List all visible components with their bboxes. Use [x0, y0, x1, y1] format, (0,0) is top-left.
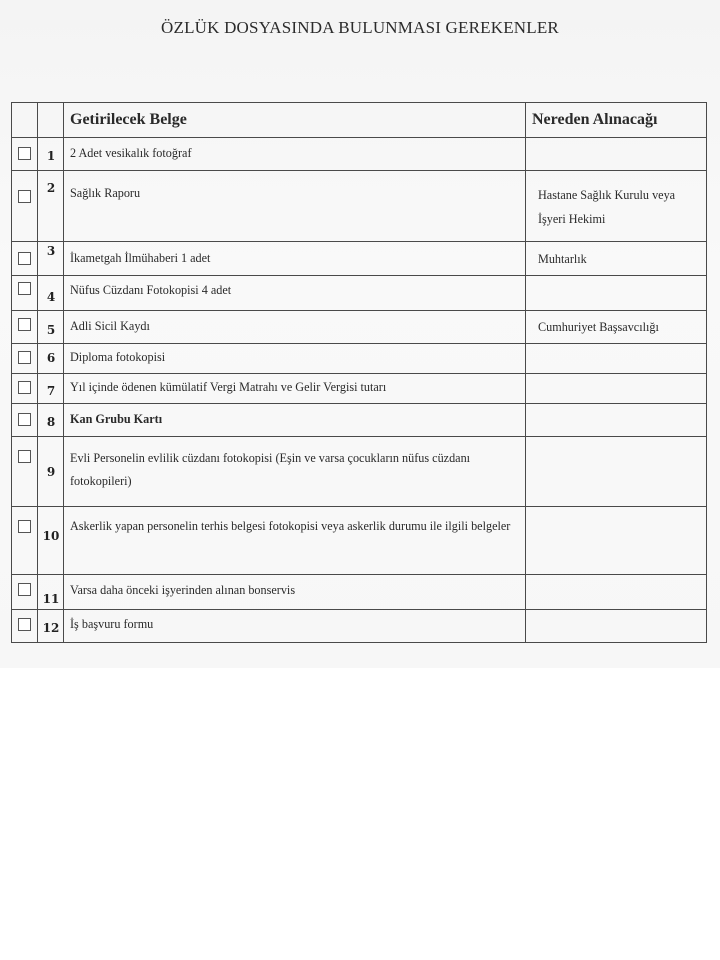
document-source: Cumhuriyet Başsavcılığı	[538, 320, 659, 334]
table-row	[12, 437, 707, 507]
document-source	[526, 374, 706, 378]
document-name: Evli Personelin evlilik cüzdanı fotokopisi (Eşin ve varsa çocukların nüfus cüzdanı fotokopileri)	[70, 451, 471, 488]
document-name: Askerlik yapan personelin terhis belgesi fotokopisi veya askerlik durumu ile ilgili belgeler	[70, 519, 511, 533]
table-row	[12, 610, 707, 643]
required-documents-table	[11, 102, 707, 643]
checkbox[interactable]	[18, 618, 31, 631]
document-name: 2 Adet vesikalık fotoğraf	[70, 146, 192, 160]
row-number: 12	[42, 621, 60, 635]
row-number: 3	[46, 244, 56, 258]
checkbox[interactable]	[18, 252, 31, 265]
document-source: Muhtarlık	[538, 252, 587, 266]
document-name: Adli Sicil Kaydı	[70, 319, 150, 333]
row-number: 9	[46, 465, 56, 479]
document-source	[526, 575, 706, 579]
table-header-row	[12, 103, 707, 138]
document-name: Diploma fotokopisi	[70, 350, 166, 364]
table-row	[12, 575, 707, 610]
table-row	[12, 507, 707, 575]
table-row	[12, 276, 707, 311]
row-number: 4	[46, 290, 56, 304]
checkbox[interactable]	[18, 450, 31, 463]
checkbox[interactable]	[18, 147, 31, 160]
row-number: 7	[46, 384, 56, 398]
document-name: İş başvuru formu	[70, 617, 154, 631]
header-document: Getirilecek Belge	[64, 103, 526, 138]
document-name: İkametgah İlmühaberi 1 adet	[70, 251, 211, 265]
checkbox[interactable]	[18, 381, 31, 394]
document-name: Yıl içinde ödenen kümülatif Vergi Matrahı ve Gelir Vergisi tutarı	[70, 380, 387, 394]
document-name: Sağlık Raporu	[70, 186, 141, 200]
checkbox[interactable]	[18, 413, 31, 426]
checkbox[interactable]	[18, 190, 31, 203]
row-number: 6	[46, 351, 56, 365]
table-row	[12, 311, 707, 344]
checkbox[interactable]	[18, 318, 31, 331]
document-source	[526, 437, 706, 441]
document-source	[526, 404, 706, 408]
table-row	[12, 138, 707, 171]
table-row	[12, 171, 707, 242]
table-row	[12, 344, 707, 374]
page-title: ÖZLÜK DOSYASINDA BULUNMASI GEREKENLER	[161, 18, 559, 37]
row-number: 10	[42, 529, 60, 543]
row-number: 8	[46, 415, 56, 429]
table-row	[12, 242, 707, 276]
document-source	[526, 138, 706, 142]
document-source	[526, 276, 706, 280]
row-number: 1	[46, 149, 56, 163]
header-number-cell	[38, 103, 64, 138]
checkbox[interactable]	[18, 520, 31, 533]
document-source	[526, 344, 706, 348]
checkbox[interactable]	[18, 351, 31, 364]
checkbox[interactable]	[18, 282, 31, 295]
checkbox[interactable]	[18, 583, 31, 596]
row-number: 2	[46, 181, 56, 195]
row-number: 11	[42, 592, 60, 606]
header-checkbox-cell	[12, 103, 38, 138]
document-name: Varsa daha önceki işyerinden alınan bonservis	[70, 583, 296, 597]
table-row	[12, 374, 707, 404]
document-name: Nüfus Cüzdanı Fotokopisi 4 adet	[70, 283, 232, 297]
header-source: Nereden Alınacağı	[526, 103, 707, 138]
document-source: Hastane Sağlık Kurulu veya İşyeri Hekimi	[538, 188, 676, 226]
table-row	[12, 404, 707, 437]
document-source	[526, 610, 706, 614]
document-source	[526, 507, 706, 511]
row-number: 5	[46, 323, 56, 337]
document-name: Kan Grubu Kartı	[70, 412, 163, 426]
